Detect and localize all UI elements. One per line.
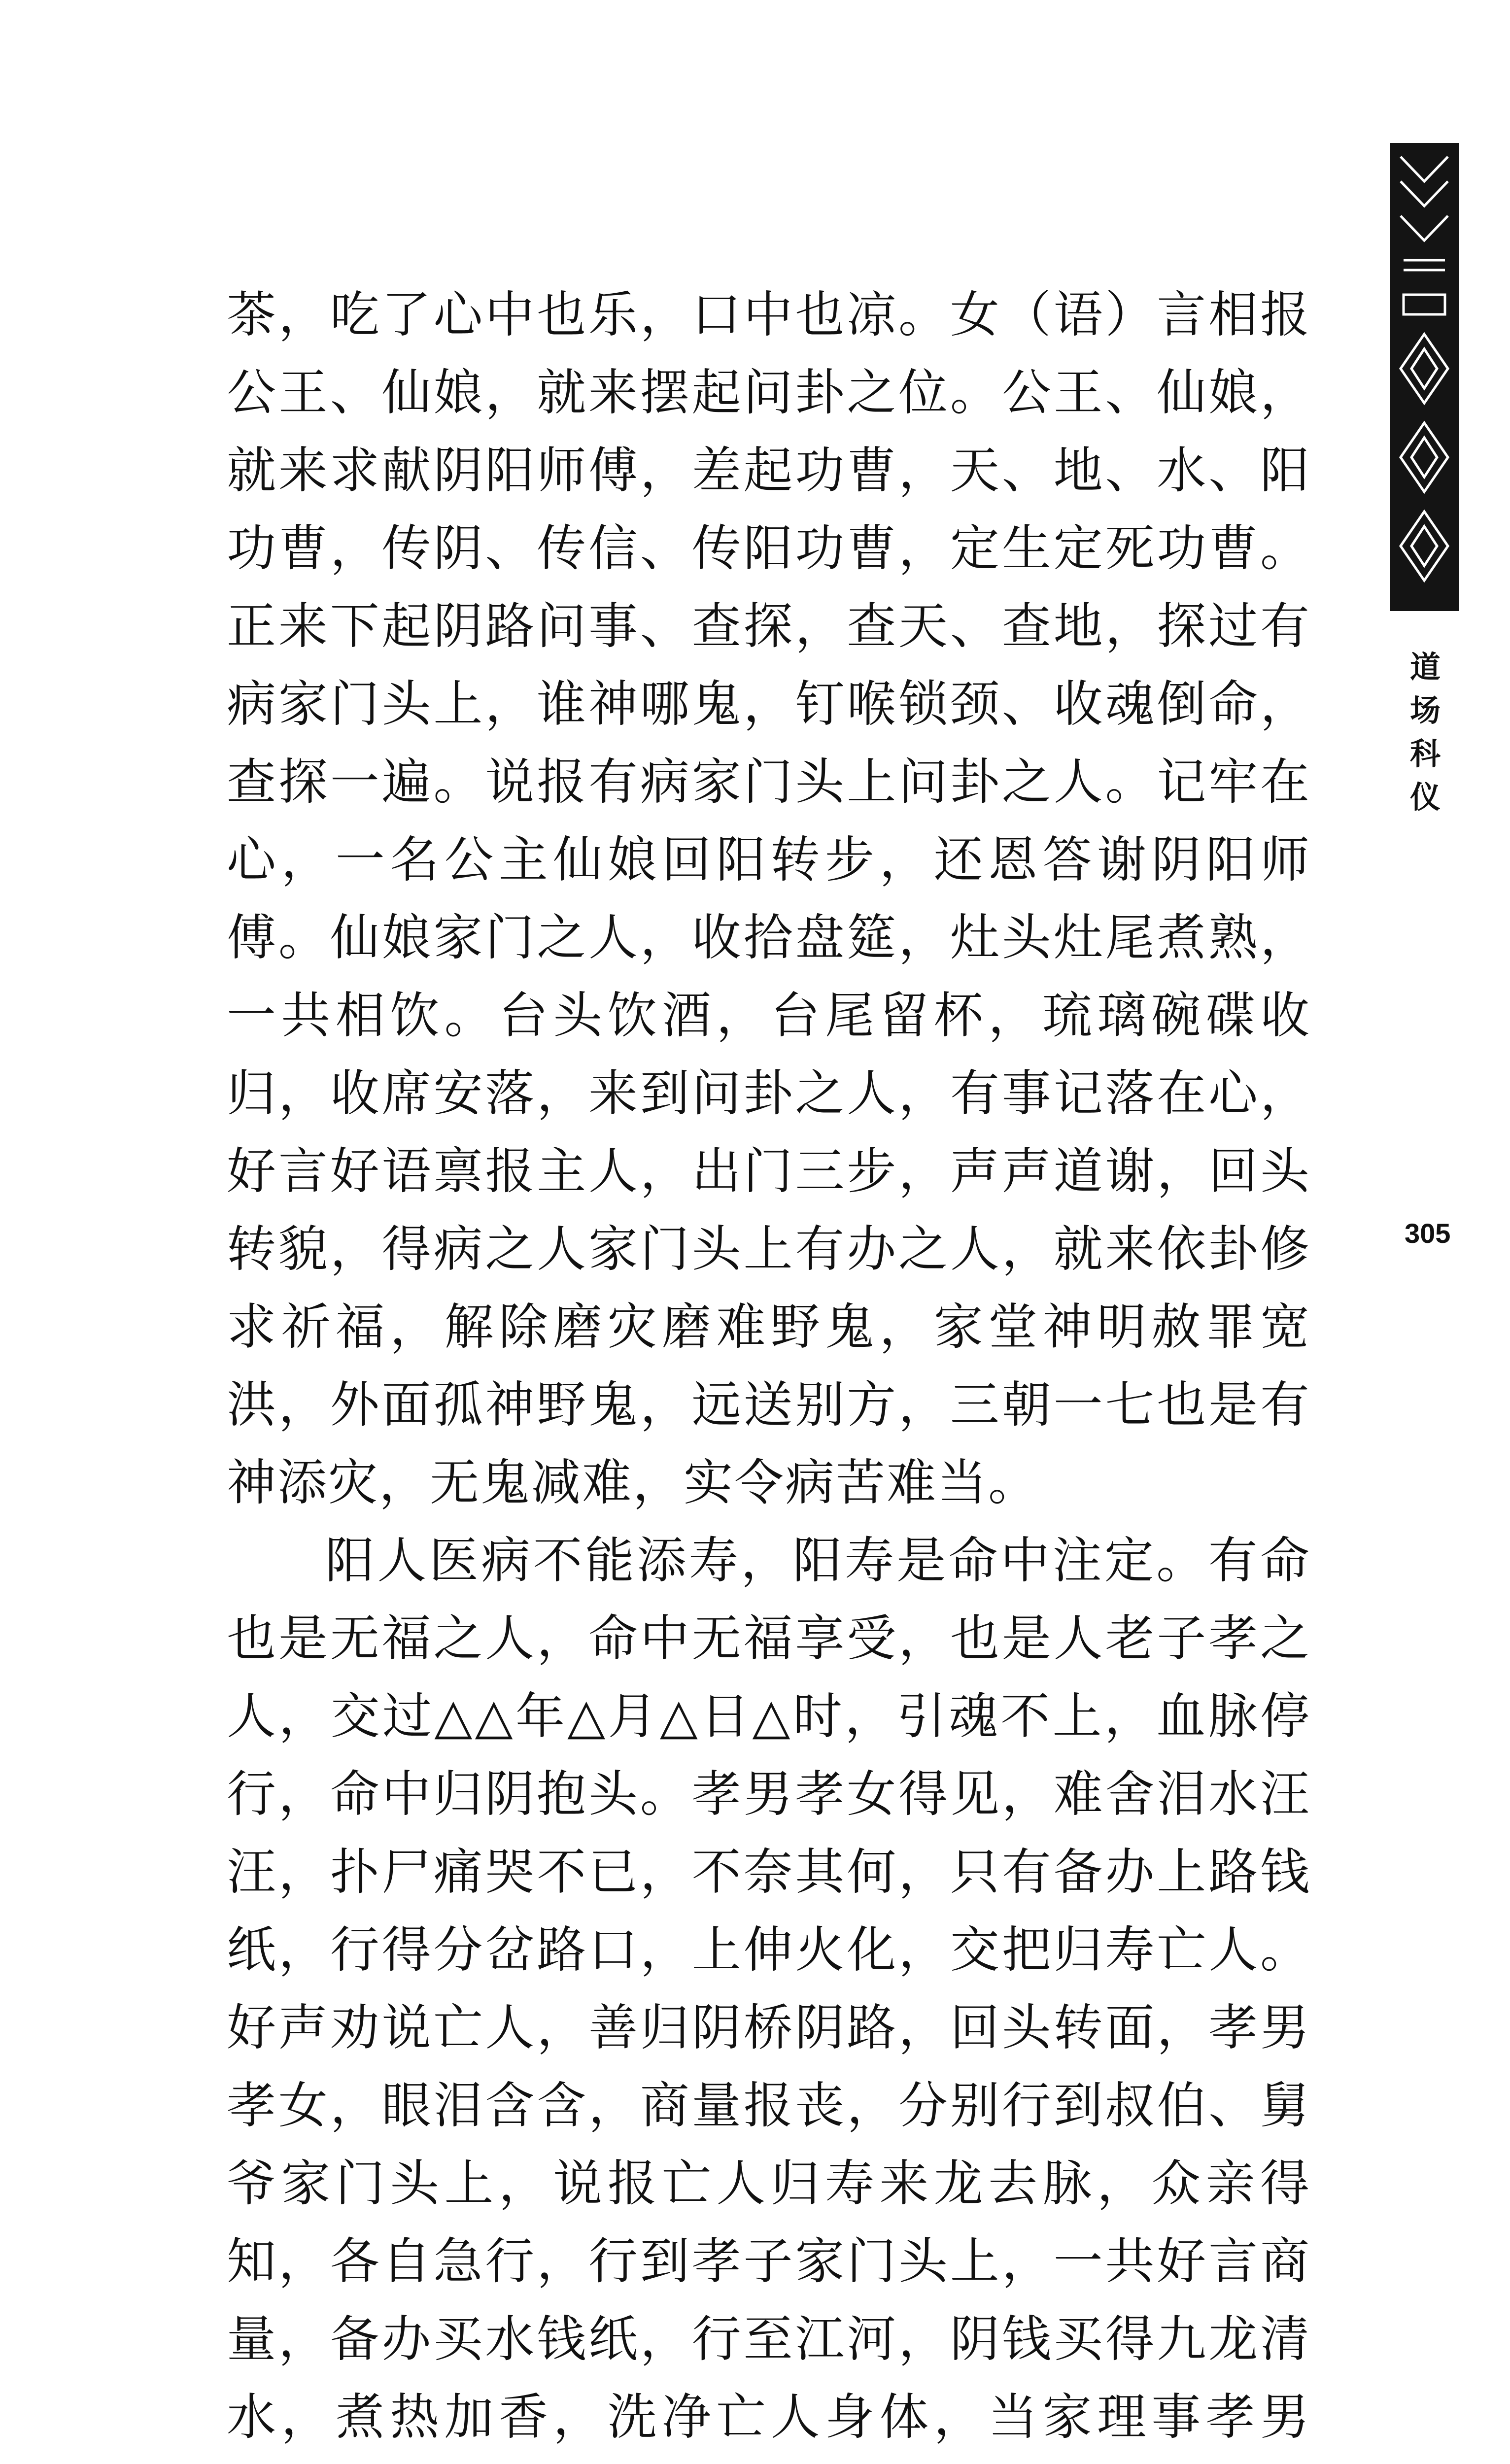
running-head-vertical (1406, 646, 1445, 819)
running-head-char: 场 (1409, 692, 1441, 728)
paragraph: 阳人医病不能添寿，阳寿是命中注定。有命也是无福之人，命中无福享受，也是人老子孝之人，交过△△年△月△日△时，引魂不上，血脉停行，命中归阴抱头。孝男孝女得见，难舍泪水汪汪，扑尸痛哭不已，不奈其何，只有备办上路钱纸，行得分岔路口，上伸火化，交把归寿亡人。好声劝说亡人，善归阴桥阴路，回头转面，孝男孝女，眼泪含含，商量报丧，分别行到叔伯、舅爷家门头上，说报亡人归寿来龙去脉，众亲得知，各自急行，行到孝子家门头上，一共好言商量，备办买水钱纸，行至江河，阴钱买得九龙清水，煮热加香，洗净亡人身体，当家理事孝男 (227, 1532, 1311, 2446)
page-number: 305 (1405, 1218, 1451, 1249)
body-text (227, 276, 1311, 2464)
running-head-char: 科 (1409, 736, 1441, 772)
ornament-pattern-icon (1394, 147, 1455, 607)
running-head-char: 仪 (1409, 779, 1441, 815)
running-head-char: 道 (1409, 649, 1441, 685)
decorative-border-ornament (1390, 143, 1459, 611)
paragraph: 茶，吃了心中也乐，口中也凉。女（语）言相报公王、仙娘，就来摆起问卦之位。公王、仙娘，就来求献阴阳师傅，差起功曹，天、地、水、阳功曹，传阴、传信、传阳功曹，定生定死功曹。正来下起阴路问事、查探，查天、查地，探过有病家门头上，谁神哪鬼，钉喉锁颈、收魂倒命，查探一遍。说报有病家门头上问卦之人。记牢在心，一名公主仙娘回阳转步，还恩答谢阴阳师傅。仙娘家门之人，收拾盘筵，灶头灶尾煮熟，一共相饮。台头饮酒，台尾留杯，琉璃碗碟收归，收席安落，来到问卦之人，有事记落在心，好言好语禀报主人，出门三步，声声道谢，回头转貌，得病之人家门头上有办之人，就来依卦修求祈福，解除磨灾磨难野鬼，家堂神明赦罪宽洪，外面孤神野鬼，远送别方，三朝一七也是有神添灾，无鬼减难，实令病苦难当。 (227, 286, 1311, 1511)
